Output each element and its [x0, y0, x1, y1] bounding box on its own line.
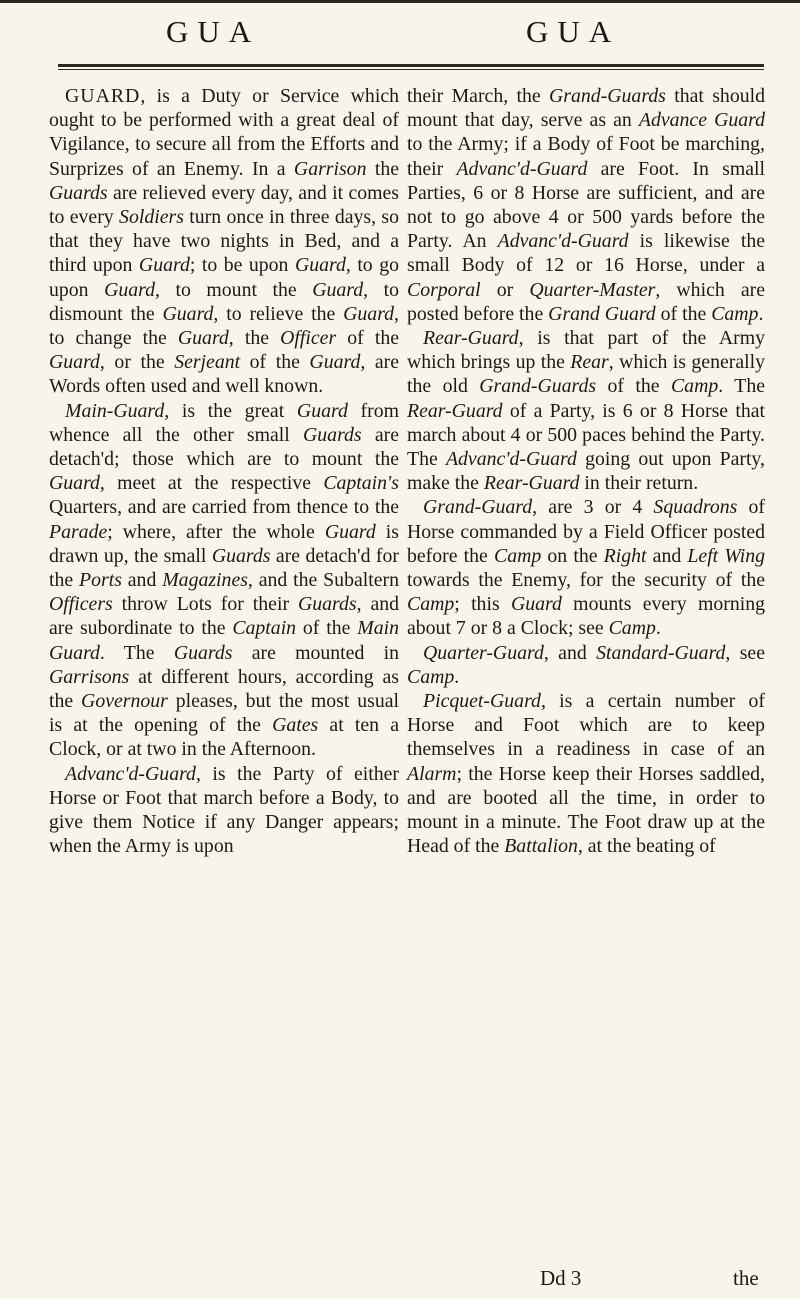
entry-grand-guard: Grand-Guard, are 3 or 4 Squadrons of Horse commanded by a Field Officer posted before the Camp on the Right and Left Wing towards the Enemy, for the security of the Camp; this Guard mounts every morning about 7 or 8 a Clock; see Camp.	[407, 496, 765, 640]
header-rule	[58, 64, 764, 67]
header-rule-thin	[58, 69, 764, 70]
entry-advanced-guard: Advanc'd-Guard, is the Party of either Horse or Foot that march before a Body, to give them Notice if any Danger appears; when the Army is upon	[49, 762, 399, 858]
entry-guard: GUARD, is a Duty or Service which ought to be performed with a great deal of Vigilance, to secure all from the Efforts and Surprizes of an Enemy. In a Garrison the Guards are relieved every day, and it comes to every Soldiers turn once in three days, so that they have two nights in Bed, and a third upon Guard; to be upon Guard, to go upon Guard, to mount the Guard, to dismount the Guard, to relieve the Guard, to change the Guard, the Officer of the Guard, or the Serjeant of the Guard, are Words often used and well known.	[49, 85, 399, 398]
entry-main-guard: Main-Guard, is the great Guard from whence all the other small Guards are detach'd; those which are to mount the Guard, meet at the respective Captain's Quarters, and are carried from thence to the Parade; where, after the whole Guard is drawn up, the small Guards are detach'd for the Ports and Magazines, and the Subaltern Officers throw Lots for their Guards, and are subordinate to the Captain of the Main Guard. The Guards are mounted in Garrisons at different hours, according as the Governour pleases, but the most usual is at the opening of the Gates at ten a Clock, or at two in the Afternoon.	[49, 399, 400, 761]
right-column	[407, 84, 765, 859]
entry-rear-guard: Rear-Guard, is that part of the Army which brings up the Rear, which is generally the old Grand-Guards of the Camp. The Rear-Guard of a Party, is 6 or 8 Horse that march about 4 or 500 paces behind the Party. The Advanc'd-Guard going out upon Party, make the Rear-Guard in their return.	[407, 327, 765, 495]
top-border	[0, 0, 800, 3]
header-left: GUA	[166, 14, 261, 49]
header-right: GUA	[526, 14, 621, 49]
signature-mark: Dd 3	[540, 1266, 582, 1290]
running-header	[0, 14, 800, 54]
entry-advanced-guard-cont: their March, the Grand-Guards that should mount that day, serve as an Advance Guard to the Army; if a Body of Foot be marching, their Advanc'd-Guard are Foot. In small Parties, 6 or 8 Horse are sufficient, and are not to go above 4 or 500 yards before the Party. An Advanc'd-Guard is likewise the small Body of 12 or 16 Horse, under a Corporal or Quarter-Master, which are posted before the Grand Guard of the Camp.	[407, 85, 765, 325]
catchword: the	[733, 1266, 759, 1290]
entry-quarter-guard: Quarter-Guard, and Standard-Guard, see Camp.	[407, 641, 765, 688]
left-column	[49, 84, 399, 859]
entry-picquet-guard: Picquet-Guard, is a certain number of Horse and Foot which are to keep themselves in a readiness in case of an Alarm; the Horse keep their Horses saddled, and are booted all the time, in order to mount in a minute. The Foot draw up at the Head of the Battalion, at the beating of	[407, 690, 765, 858]
page-footer	[0, 1266, 800, 1294]
